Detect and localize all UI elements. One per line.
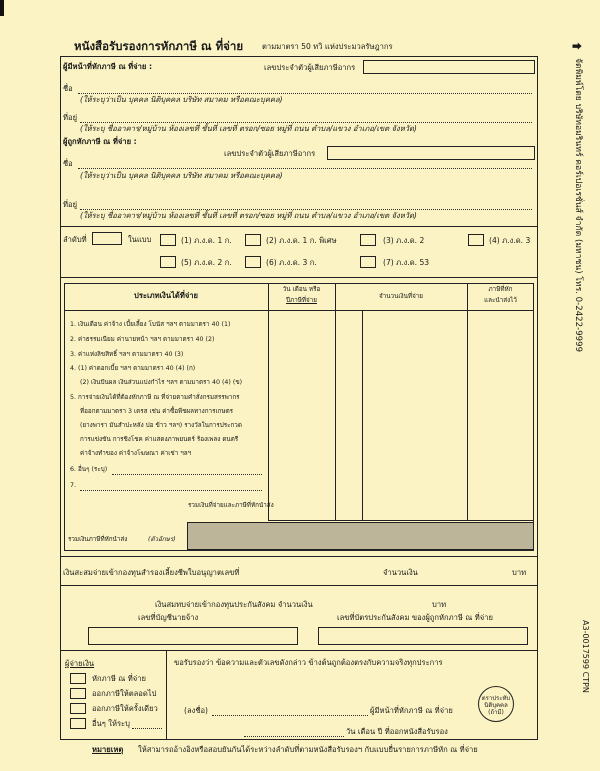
payee-heading: ผู้ถูกหักภาษี ณ ที่จ่าย : (63, 137, 137, 146)
total-words-hint: (ตัวอักษร) (148, 536, 176, 543)
stamp-line-2: นิติบุคคล (484, 702, 508, 710)
payer-address-hint: (ให้ระบุ ชื่ออาคาร/หมู่บ้าน ห้องเลขที่ ชั้นที่ เลขที่ ตรอก/ซอย หมู่ที่ ถนน ตำบล/แขวง อำเภอ/เขต จังหวัด) (80, 124, 417, 133)
registration-mark (0, 0, 4, 16)
col-header-tax-1: ภาษีที่หัก (488, 286, 513, 293)
form-checkbox-2[interactable] (245, 234, 261, 246)
payment-option-2: ออกภาษีให้ตลอดไป (92, 689, 157, 698)
divider-social-top (60, 585, 538, 586)
payment-col-sep (166, 650, 167, 740)
income-row-5: 5. การจ่ายเงินได้ที่ต้องหักภาษี ณ ที่จ่ายตามคำสั่งกรมสรรพากร (70, 394, 240, 401)
payment-option-1: หักภาษี ณ ที่จ่าย (92, 674, 146, 683)
payer-address-line[interactable] (80, 122, 532, 123)
table-col-sep-4 (362, 310, 363, 520)
income-row-5-line3: (ยางพารา มันสำปะหลัง ปอ ข้าว ฯลฯ) รางวัลในการประกวด (80, 422, 242, 429)
form-option-7: (7) ภ.ง.ด. 53 (383, 258, 430, 267)
income-row-5-line5: ค่าจ้างทำของ ค่าจ้างโฆษณา ค่าเช่า ฯลฯ (80, 450, 192, 457)
table-col-sep-3 (467, 283, 468, 520)
payer-heading: ผู้มีหน้าที่หักภาษี ณ ที่จ่าย : (63, 62, 152, 71)
table-total-line (268, 520, 534, 521)
form-option-6: (6) ภ.ง.ด. 3 ก. (266, 258, 317, 267)
income-row-7: 7. (70, 482, 77, 489)
divider-fund-top (60, 556, 538, 557)
seq-field[interactable] (92, 232, 122, 245)
income-row-6: 6. อื่นๆ (ระบุ) (70, 466, 108, 473)
divider-forms-top (60, 226, 538, 227)
income-row-7-line[interactable] (80, 490, 262, 491)
form-option-1: (1) ภ.ง.ด. 1 ก. (181, 236, 232, 245)
payee-ss-no-field[interactable] (318, 627, 528, 645)
income-row-1: 1. เงินเดือน ค่าจ้าง เบี้ยเลี้ยง โบนัส ฯลฯ ตามมาตรา 40 (1) (70, 321, 231, 328)
col-header-date-1: วัน เดือน หรือ (282, 286, 321, 293)
form-checkbox-3[interactable] (360, 234, 376, 246)
col-header-amount: จำนวนเงินที่จ่าย (379, 293, 423, 300)
payment-checkbox-3[interactable] (70, 703, 86, 714)
employer-account-label: เลขที่บัญชีนายจ้าง (138, 613, 199, 622)
payment-option-3: ออกภาษีให้ครั้งเดียว (92, 704, 158, 713)
provident-fund-label: เงินสะสมจ่ายเข้ากองทุนสำรองเลี้ยงชีพใบอนุญาตเลขที่ (63, 568, 240, 577)
seq-label: ลำดับที่ (63, 235, 87, 244)
payee-address-line[interactable] (80, 209, 532, 210)
provident-baht-label: บาท (512, 568, 527, 577)
payment-other-line[interactable] (132, 728, 162, 729)
payer-name-hint: (ให้ระบุว่าเป็น บุคคล นิติบุคคล บริษัท สมาคม หรือคณะบุคคล) (80, 95, 283, 104)
product-code: A3-0017599 CTPN (581, 620, 590, 693)
signature-line[interactable] (212, 715, 368, 716)
payment-heading: ผู้จ่ายเงิน (65, 659, 95, 668)
table-col-sep-1 (268, 283, 269, 520)
table-col-sep-2 (335, 283, 336, 520)
payer-name-label: ชื่อ (63, 84, 73, 93)
income-row-4: 4. (1) ค่าดอกเบี้ย ฯลฯ ตามมาตรา 40 (4) (ก) (70, 365, 196, 372)
certify-statement: ขอรับรองว่า ข้อความและตัวเลขดังกล่าว ข้างต้นถูกต้องตรงกับความจริงทุกประการ (174, 658, 443, 667)
form-checkbox-4[interactable] (468, 234, 484, 246)
col-header-date-2: ปีภาษีที่จ่าย (286, 297, 317, 304)
payer-tax-id-field[interactable] (363, 60, 535, 74)
total-words-field[interactable] (187, 522, 534, 550)
footer-note-label: หมายเหตุ (92, 745, 124, 754)
employer-account-field[interactable] (88, 627, 298, 645)
total-words-label: รวมเงินภาษีที่หักนำส่ง (68, 536, 128, 543)
income-row-3: 3. ค่าแห่งลิขสิทธิ์ ฯลฯ ตามมาตรา 40 (3) (70, 351, 184, 358)
form-checkbox-1[interactable] (160, 234, 176, 246)
corner-arrow-icon: ⮕ (572, 42, 582, 53)
form-option-3: (3) ภ.ง.ด. 2 (383, 236, 425, 245)
form-checkbox-5[interactable] (160, 256, 176, 268)
income-row-6-line[interactable] (112, 474, 262, 475)
sign-label: (ลงชื่อ) (184, 706, 209, 715)
payee-name-line[interactable] (78, 168, 532, 169)
payee-address-label: ที่อยู่ (63, 200, 78, 209)
social-security-label: เงินสมทบจ่ายเข้ากองทุนประกันสังคม จำนวนเงิน (155, 600, 313, 609)
payee-tax-id-label: เลขประจำตัวผู้เสียภาษีอากร (224, 149, 316, 158)
payee-name-hint: (ให้ระบุว่าเป็น บุคคล นิติบุคคล บริษัท สมาคม หรือคณะบุคคล) (80, 171, 283, 180)
payee-ss-no-label: เลขที่บัตรประกันสังคม ของผู้ถูกหักภาษี ณ ที่จ่าย (337, 613, 493, 622)
payer-address-label: ที่อยู่ (63, 113, 78, 122)
income-row-5-line4: การแข่งขัน การชิงโชค ค่าแสดงภาพยนตร์ ร้องเพลง ดนตรี (80, 436, 239, 443)
table-header-line (64, 310, 534, 311)
printer-credit: จัดพิมพ์โดย บริษัทอมรินทร์ คอร์เปอเรชั่นส์ จำกัด (มหาชน) โทร. 0-2422-9999 (573, 58, 583, 353)
form-checkbox-6[interactable] (245, 256, 261, 268)
total-label: รวมเงินที่จ่ายและภาษีที่หักนำส่ง (188, 502, 274, 509)
payment-checkbox-4[interactable] (70, 718, 86, 729)
col-header-type: ประเภทเงินได้ที่จ่าย (134, 291, 198, 300)
income-row-5-line2: ที่ออกตามมาตรา 3 เตรส เช่น ค่าซื้อพืชผลทางการเกษตร (80, 408, 234, 415)
form-option-5: (5) ภ.ง.ด. 2 ก. (181, 258, 232, 267)
payee-address-hint: (ให้ระบุ ชื่ออาคาร/หมู่บ้าน ห้องเลขที่ ชั้นที่ เลขที่ ตรอก/ซอย หมู่ที่ ถนน ตำบล/แขวง อำเภอ/เขต จังหวัด) (80, 211, 417, 220)
income-row-2: 2. ค่าธรรมเนียม ค่านายหน้า ฯลฯ ตามมาตรา 40 (2) (70, 336, 215, 343)
income-row-4-2: (2) เงินปันผล เงินส่วนแบ่งกำไร ฯลฯ ตามมาตรา 40 (4) (ข) (80, 379, 243, 386)
col-header-tax-2: และนำส่งไว้ (484, 297, 517, 304)
date-label: วัน เดือน ปี ที่ออกหนังสือรับรอง (346, 727, 448, 736)
divider-table-top (60, 277, 538, 278)
payee-tax-id-field[interactable] (327, 146, 535, 160)
payee-name-label: ชื่อ (63, 159, 73, 168)
payment-checkbox-2[interactable] (70, 688, 86, 699)
payer-name-line[interactable] (78, 93, 532, 94)
payment-option-4: อื่นๆ ให้ระบุ (92, 719, 130, 728)
stamp-line-1: ตราประทับ (481, 695, 511, 702)
form-option-4: (4) ภ.ง.ด. 3 (489, 236, 531, 245)
page-title: หนังสือรับรองการหักภาษี ณ ที่จ่าย (74, 39, 244, 53)
in-form-label: ในแบบ (128, 235, 152, 244)
form-option-2: (2) ภ.ง.ด. 1 ก. พิเศษ (266, 236, 337, 245)
company-stamp-area (478, 686, 514, 722)
form-checkbox-7[interactable] (360, 256, 376, 268)
payer-tax-id-label: เลขประจำตัวผู้เสียภาษีอากร (264, 63, 356, 72)
signer-role: ผู้มีหน้าที่หักภาษี ณ ที่จ่าย (370, 706, 453, 715)
stamp-line-3: (ถ้ามี) (488, 709, 504, 717)
divider-payment-top (60, 650, 538, 651)
social-baht-label: บาท (432, 600, 447, 609)
payment-checkbox-1[interactable] (70, 673, 86, 684)
page-subtitle: ตามมาตรา 50 ทวิ แห่งประมวลรัษฎากร (262, 42, 393, 51)
date-line[interactable] (244, 736, 344, 737)
footer-note-text: ให้สามารถอ้างอิงหรือสอบยันกันได้ระหว่างลำดับที่ตามหนังสือรับรองฯ กับแบบยื่นรายการภาษีหัก ณ ที่จ่าย (138, 745, 478, 754)
provident-amount-label: จำนวนเงิน (383, 568, 418, 577)
